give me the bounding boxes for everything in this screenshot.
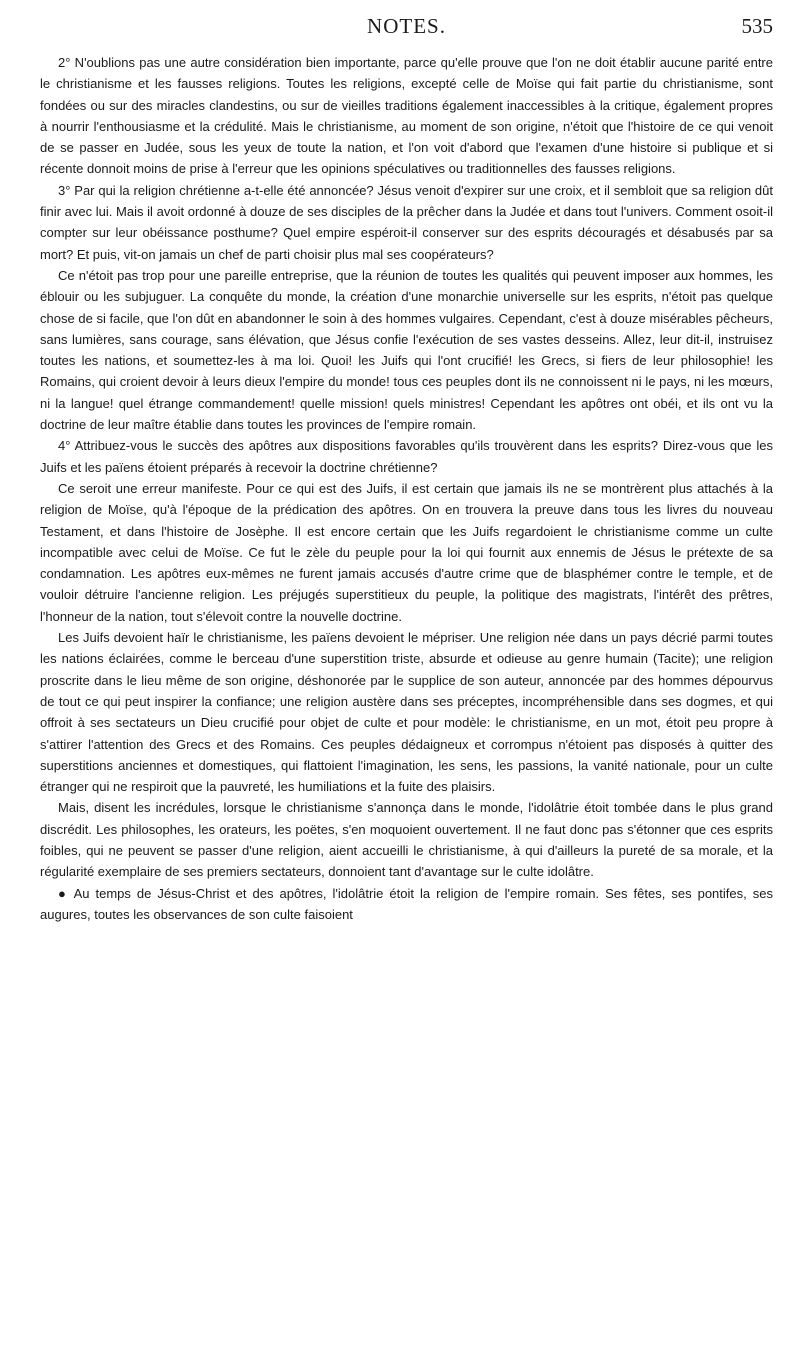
paragraph-point-3: 3° Par qui la religion chrétienne a-t-elle été annoncée? Jésus venoit d'expirer sur une croix, et il sembloit que sa religion dût finir avec lui. Mais il avoit ordonné à douze de ses disciples de la prêcher dans la Judée et dans tout l'univers. Comment osoit-il compter sur leur obéissance posthume? Quel empire espéroit-il conserver sur des esprits découragés et désabusés par sa mort? Et puis, vit-on jamais un chef de parti choisir plus mal ses coopérateurs? <box>40 182 773 262</box>
page-number: 535 <box>741 14 773 38</box>
paragraph-idolatry: ● Au temps de Jésus-Christ et des apôtres, l'idolâtrie étoit la religion de l'empire romain. Ses fêtes, ses pontifes, ses augures, toutes les observances de son culte faisoient <box>40 885 773 922</box>
paragraph-incredules: Mais, disent les incrédules, lorsque le christianisme s'annonça dans le monde, l'idolâtrie étoit tombée dans le plus grand discrédit. Les philosophes, les orateurs, les poëtes, s'en moquoient ouvertement. Il ne faut donc pas s'étonner que ces esprits foibles, qui ne peuvent se passer d'une religion, aient accueilli le christianisme, à qui d'ailleurs la pureté de sa morale, et la régularité exemplaire de ses premiers sectateurs, donnoient tant d'avantage sur le culte idolâtre. <box>40 800 773 880</box>
running-title: NOTES. <box>367 14 446 38</box>
paragraph-point-2: 2° N'oublions pas une autre considération bien importante, parce qu'elle prouve que l'on ne doit établir aucune parité entre le christianisme et les fausses religions. Toutes les religions, excepté celle de Moïse qui fait partie du christianisme, sont fondées ou sur des miracles clandestins, ou sur de vieilles traditions également inaccessibles à la critique, également propres à nourrir l'enthousiasme et la crédulité. Mais le christianisme, au moment de son origine, n'étoit que l'histoire de ce qui venoit de se passer en Judée, sous les yeux de toute la nation, et l'on voit d'abord que l'examen d'une histoire si publique et si récente donnoit moins de prise à l'erreur que les opinions spéculatives ou traditionnelles des fausses religions. <box>40 55 773 177</box>
body-text <box>40 52 773 925</box>
paragraph-pagans: Les Juifs devoient haïr le christianisme, les païens devoient le mépriser. Une religion née dans un pays décrié parmi toutes les nations éclairées, comme le berceau d'une superstition triste, absurde et odieuse au genre humain (Tacite); une religion proscrite dans le lieu même de son origine, déshonorée par le supplice de son auteur, annoncée par des hommes dépourvus de tout ce qui peut inspirer la confiance; une religion austère dans ses préceptes, incompréhensible dans ses dogmes, et qui offroit à ses sectateurs un Dieu crucifié pour objet de culte et pour modèle: le christianisme, en un mot, étoit peu propre à s'attirer l'attention des Grecs et des Romains. Ces peuples dédaigneux et corrompus n'étoient pas disposés à quitter des superstitions anciennes et domestiques, qui flattoient l'imagination, les sens, les passions, la vanité nationale, pour un culte étranger qui ne respiroit que la pauvreté, les humiliations et la fuite des plaisirs. <box>40 630 773 795</box>
page-header <box>40 8 773 48</box>
paragraph-jews: Ce seroit une erreur manifeste. Pour ce qui est des Juifs, il est certain que jamais ils ne se montrèrent plus attachés à la religion de Moïse, qu'à l'époque de la prédication des apôtres. On en trouvera la preuve dans tous les livres du nouveau Testament, et dans l'histoire de Josèphe. Il est encore certain que les Juifs regardoient le christianisme comme un culte incompatible avec celui de Moïse. Ce fut le zèle du peuple pour la loi qui fournit aux ennemis de Jésus le prétexte de sa condamnation. Les apôtres eux-mêmes ne furent jamais accusés d'autre crime que de blasphémer contre le temple, et de vouloir détruire l'ancienne religion. Les préjugés superstitieux du peuple, la politique des magistrats, l'intérêt des prêtres, l'honneur de la nation, tout s'élevoit contre la nouvelle doctrine. <box>40 480 773 624</box>
paragraph-apostles-mission: Ce n'étoit pas trop pour une pareille entreprise, que la réunion de toutes les qualités qui peuvent imposer aux hommes, les éblouir ou les subjuguer. La conquête du monde, la création d'une monarchie universelle sur les esprits, n'étoit pas quelque chose de si facile, que l'on dût en abandonner le soin à des hommes vulgaires. Cependant, c'est à douze misérables pêcheurs, sans lumières, sans courage, sans élévation, que Jésus confie l'exécution de ses vastes desseins. Allez, leur dit-il, instruisez toutes les nations, et soumettez-les à ma loi. Quoi! les Juifs qui l'ont crucifié! les Grecs, si fiers de leur philosophie! les Romains, qui croient devoir à leurs dieux l'empire du monde! tous ces peuples dont ils ne connoissent ni le pays, ni les mœurs, ni la langue! quel étrange commandement! quelle mission! quels ministres! Cependant les apôtres ont obéi, et ils ont vu la doctrine de leur maître établie dans toutes les provinces de l'empire romain. <box>40 267 773 433</box>
paragraph-point-4: 4° Attribuez-vous le succès des apôtres aux dispositions favorables qu'ils trouvèrent dans les esprits? Direz-vous que les Juifs et les païens étoient préparés à recevoir la doctrine chrétienne? <box>40 438 773 475</box>
